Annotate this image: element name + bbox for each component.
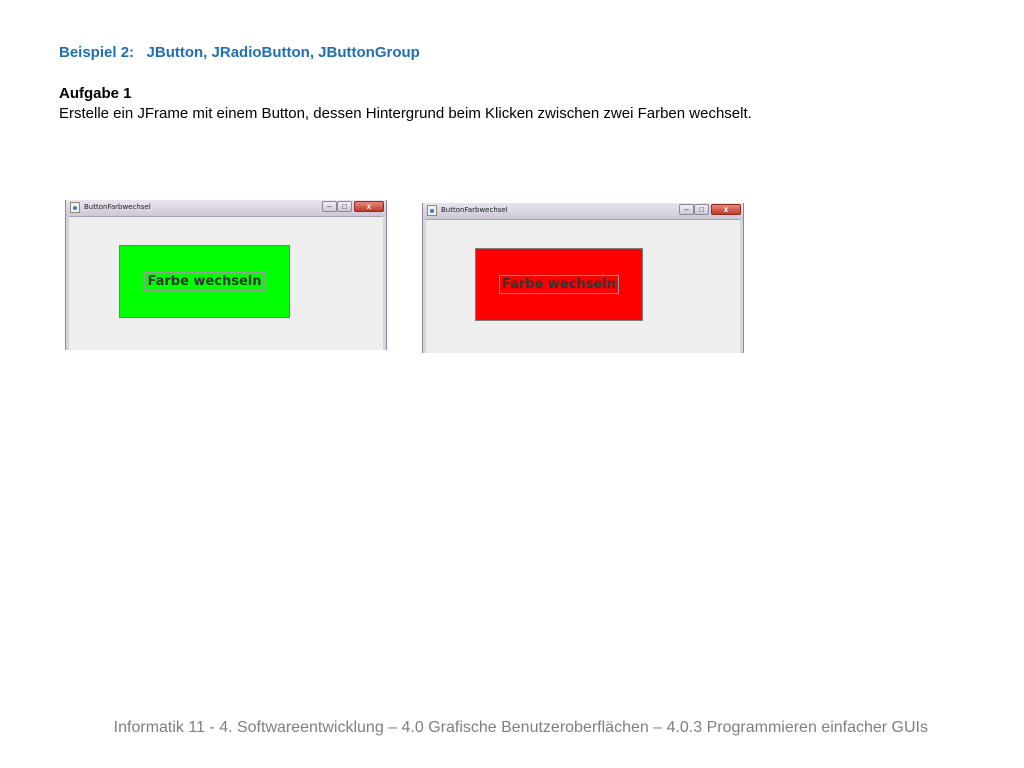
window-title: ButtonFarbwechsel (441, 206, 508, 214)
minimize-button[interactable]: – (679, 204, 694, 215)
maximize-button[interactable]: □ (694, 204, 709, 215)
maximize-button[interactable]: □ (337, 201, 352, 212)
slide-footer: Informatik 11 - 4. Softwareentwicklung – 4.0 Grafische Benutzeroberflächen – 4.0.3 Programmieren einfacher GUIs (113, 719, 928, 736)
window-content (426, 219, 740, 353)
task-description: Erstelle ein JFrame mit einem Button, dessen Hintergrund beim Klicken zwischen zwei Farben wechselt. (59, 105, 752, 122)
button-label: Farbe wechseln (144, 272, 264, 291)
window-titlebar (66, 200, 386, 216)
slide-heading: Beispiel 2: JButton, JRadioButton, JButtonGroup (59, 44, 420, 61)
color-toggle-button[interactable] (119, 245, 290, 318)
window-title: ButtonFarbwechsel (84, 203, 151, 211)
java-app-icon (70, 202, 80, 213)
swing-window-green (65, 200, 387, 350)
window-titlebar (423, 203, 743, 219)
minimize-button[interactable]: – (322, 201, 337, 212)
java-app-icon (427, 205, 437, 216)
swing-window-red (422, 203, 744, 353)
button-label: Farbe wechseln (499, 275, 619, 294)
window-content (69, 216, 383, 350)
task-title: Aufgabe 1 (59, 85, 132, 102)
color-toggle-button[interactable] (475, 248, 643, 321)
close-button[interactable]: x (354, 201, 384, 212)
close-button[interactable]: x (711, 204, 741, 215)
